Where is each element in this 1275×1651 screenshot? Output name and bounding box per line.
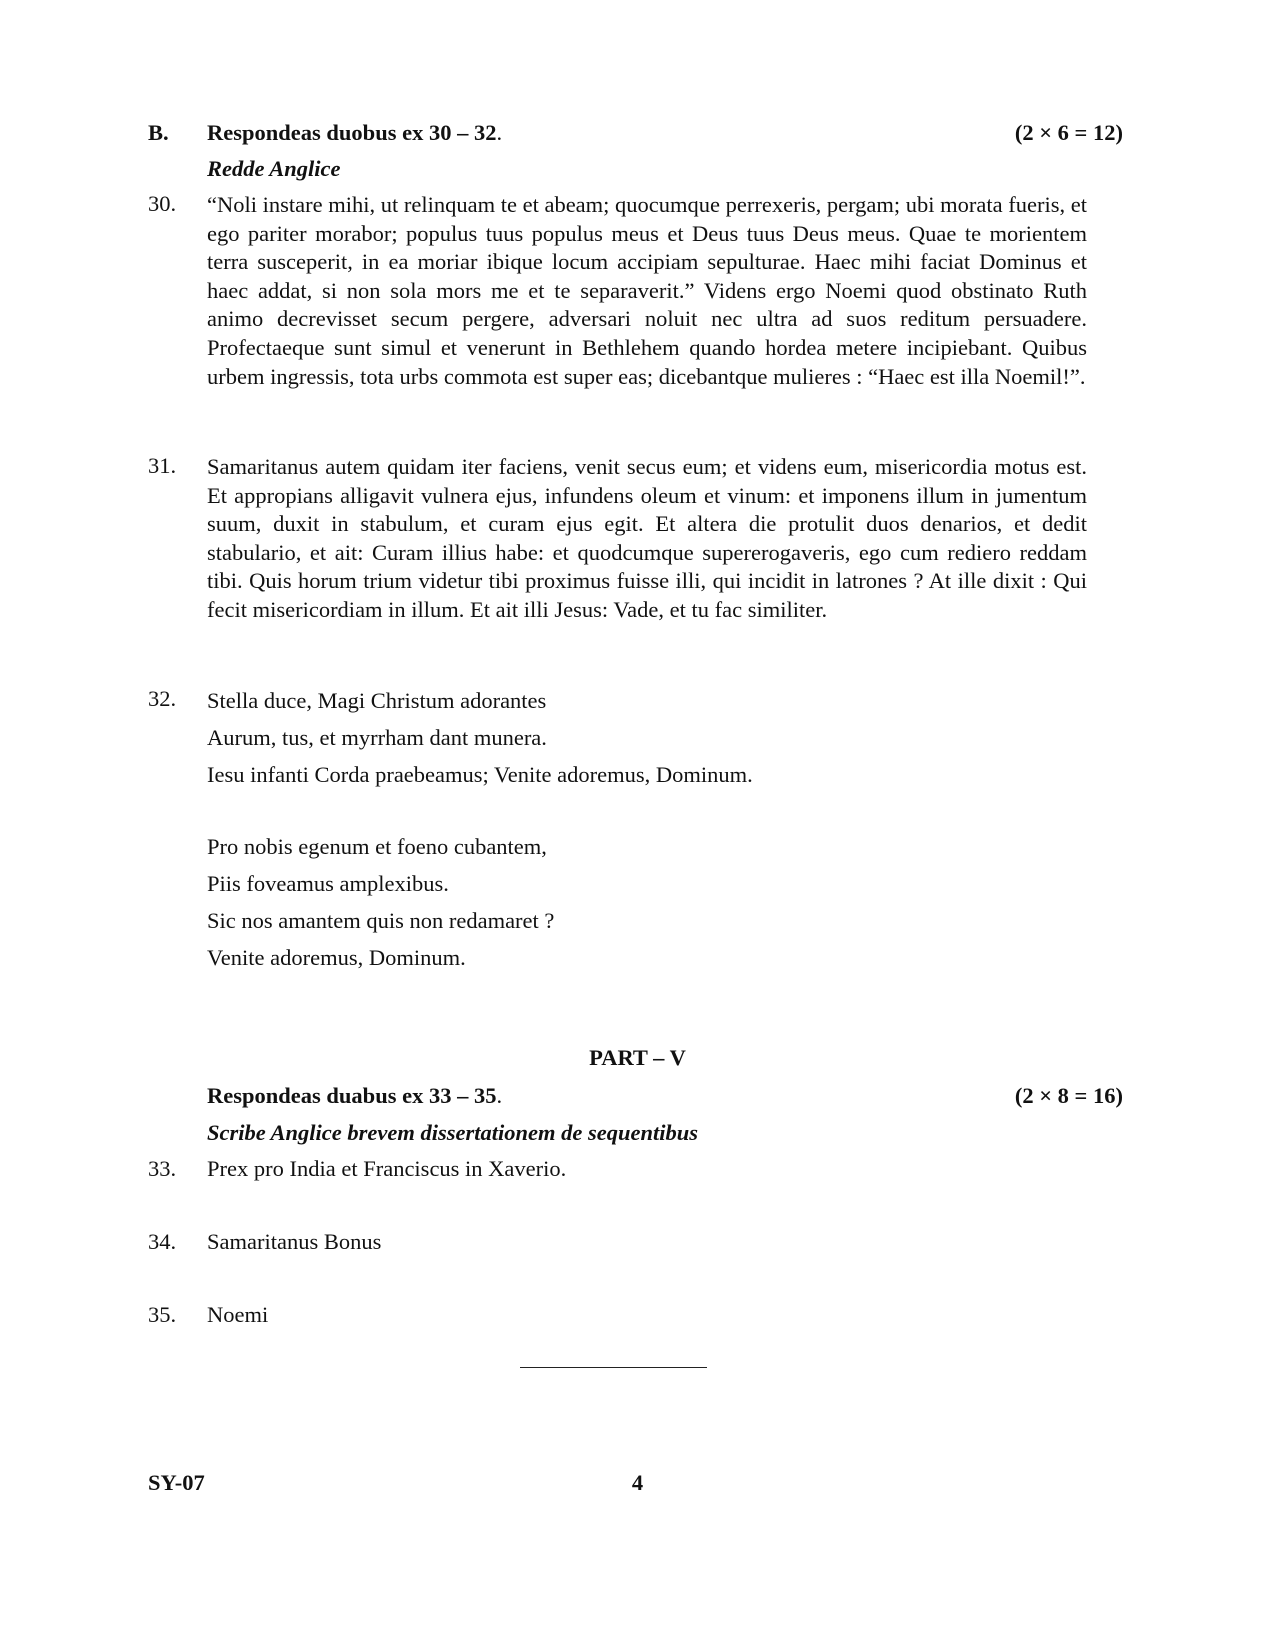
question-text: Noemi: [207, 1302, 269, 1327]
part-v-marks: (2 × 8 = 16): [1014, 1083, 1123, 1108]
question-number: 30.: [148, 191, 177, 216]
question-number: 34.: [148, 1229, 177, 1254]
question-text: Samaritanus Bonus: [207, 1229, 382, 1254]
poem-line: Piis foveamus amplexibus.: [207, 871, 449, 896]
section-label: B.: [148, 120, 169, 145]
question-number: 32.: [148, 686, 177, 711]
part-v-subinstruction: Scribe Anglice brevem dissertationem de sequentibus: [207, 1120, 699, 1145]
question-text: Samaritanus autem quidam iter faciens, venit secus eum; et videns eum, misericordia motus est. Et appropians alligavit vulnera ejus, infundens oleum et vinum: et imponens illum in jumentum suum, duxit in stabulum, et curam ejus egit. Et altera die protulit duos denarios, et dedit stabulario, et ait: Curam illius habe: et quodcumque supererogaveris, ego cum rediero reddam tibi. Quis horum trium videtur tibi proximus fuisse illi, qui incidit in latrones ? At ille dixit : Qui fecit misericordiam in illum. Et ait illi Jesus: Vade, et tu fac similiter.: [207, 454, 1087, 622]
page-number: 4: [631, 1470, 644, 1495]
section-b-marks: (2 × 6 = 12): [1014, 120, 1123, 145]
poem-line: Stella duce, Magi Christum adorantes: [207, 688, 547, 713]
poem-line: Iesu infanti Corda praebeamus; Venite adoremus, Dominum.: [207, 762, 753, 787]
poem-stanza-1: [207, 682, 1087, 793]
end-rule: [520, 1367, 707, 1368]
poem-stanza-2: [207, 828, 1087, 976]
question-text: Prex pro India et Franciscus in Xaverio.: [207, 1156, 567, 1181]
question-number: 35.: [148, 1302, 177, 1327]
paper-code: SY-07: [148, 1470, 205, 1495]
poem-line: Venite adoremus, Dominum.: [207, 945, 466, 970]
part-v-title: PART – V: [589, 1045, 686, 1070]
part-v-instruction-end: .: [496, 1083, 503, 1108]
section-b-instruction: Respondeas duobus ex 30 – 32: [207, 120, 497, 145]
poem-line: Pro nobis egenum et foeno cubantem,: [207, 834, 547, 859]
poem-line: Aurum, tus, et myrrham dant munera.: [207, 725, 547, 750]
question-number: 33.: [148, 1156, 177, 1181]
section-b-subinstruction: Redde Anglice: [207, 156, 341, 181]
poem-line: Sic nos amantem quis non redamaret ?: [207, 908, 555, 933]
part-v-instruction: Respondeas duabus ex 33 – 35: [207, 1083, 497, 1108]
section-b-instruction-end: .: [496, 120, 503, 145]
question-text: “Noli instare mihi, ut relinquam te et abeam; quocumque perrexeris, pergam; ubi morata fueris, et ego pariter morabor; populus tuus populus meus et Deus tuus Deus meus. Quae te morientem terra susceperit, in ea moriar ibique locum accipiam sepulturae. Haec mihi faciat Dominus et haec addat, si non sola mors me et te separaverit.” Videns ergo Noemi quod obstinato Ruth animo decrevisset secum pergere, adversari noluit nec ultra ad suos reditum persuadere. Profectaeque sunt simul et venerunt in Bethlehem quando hordea metere incipiebant. Quibus urbem ingressis, tota urbs commota est super eas; dicebantque mulieres : “Haec est illa Noemil!”.: [207, 192, 1087, 389]
question-number: 31.: [148, 453, 177, 478]
